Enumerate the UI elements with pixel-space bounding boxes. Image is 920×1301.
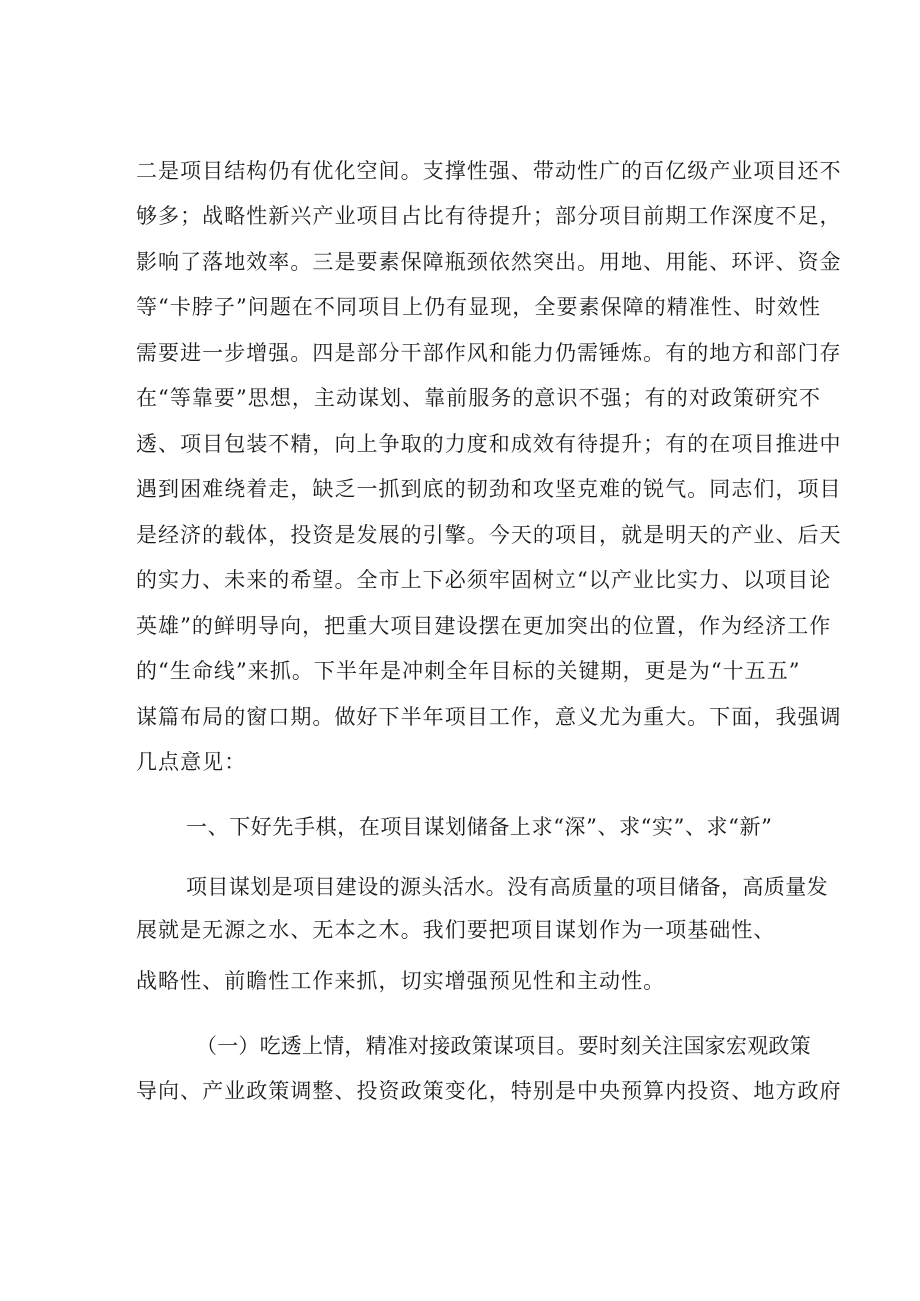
text-line: 遇到困难绕着走，缺乏一抓到底的韧劲和攻坚克难的锐气。同志们，项目 bbox=[136, 477, 842, 501]
text-line: 导向、产业政策调整、投资政策变化，特别是中央预算内投资、地方政府 bbox=[136, 1079, 842, 1103]
text-line: 影响了落地效率。三是要素保障瓶颈依然突出。用地、用能、环评、资金 bbox=[136, 250, 842, 274]
subsection-line: （一）吃透上情，精准对接政策谋项目。要时刻关注国家宏观政策 bbox=[196, 1034, 811, 1058]
text-line: 够多；战略性新兴产业项目占比有待提升；部分项目前期工作深度不足， bbox=[136, 204, 842, 228]
text-line: 透、项目包装不精，向上争取的力度和成效有待提升；有的在项目推进中 bbox=[136, 432, 842, 456]
text-line: 谋篇布局的窗口期。做好下半年项目工作，意义尤为重大。下面，我强调 bbox=[136, 705, 842, 729]
text-line: 二是项目结构仍有优化空间。支撑性强、带动性广的百亿级产业项目还不 bbox=[136, 159, 842, 183]
text-line: 英雄”的鲜明导向，把重大项目建设摆在更加突出的位置，作为经济工作 bbox=[136, 614, 832, 638]
text-line: 战略性、前瞻性工作来抓，切实增强预见性和主动性。 bbox=[136, 969, 666, 993]
text-line: 需要进一步增强。四是部分干部作风和能力仍需锤炼。有的地方和部门存 bbox=[136, 341, 842, 365]
text-line: 项目谋划是项目建设的源头活水。没有高质量的项目储备，高质量发 bbox=[186, 875, 828, 899]
section-heading: 一、下好先手棋，在项目谋划储备上求“深”、求“实”、求“新” bbox=[186, 815, 773, 839]
text-line: 等“卡脖子”问题在不同项目上仍有显现，全要素保障的精准性、时效性 bbox=[136, 295, 822, 319]
text-line: 的“生命线”来抓。下半年是冲刺全年目标的关键期，更是为“十五五” bbox=[136, 659, 801, 683]
text-line: 展就是无源之水、无本之木。我们要把项目谋划作为一项基础性、 bbox=[136, 918, 776, 942]
text-line: 是经济的载体，投资是发展的引擎。今天的项目，就是明天的产业、后天 bbox=[136, 523, 842, 547]
text-line: 的实力、未来的希望。全市上下必须牢固树立“以产业比实力、以项目论 bbox=[136, 568, 832, 592]
text-line: 几点意见： bbox=[136, 750, 247, 774]
text-line: 在“等靠要”思想，主动谋划、靠前服务的意识不强；有的对政策研究不 bbox=[136, 386, 822, 410]
